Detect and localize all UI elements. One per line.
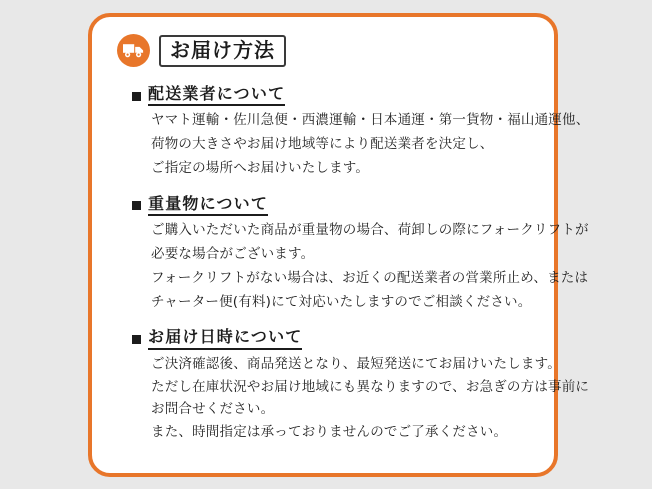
body-line: ただし在庫状況やお届け地域にも異なりますので、お急ぎの方は事前に	[151, 378, 590, 395]
body-line: 荷物の大きさやお届け地域等により配送業者を決定し、	[151, 136, 494, 153]
section-delivery-datetime-title: お届け日時について	[148, 327, 302, 349]
body-line: お問合せください。	[151, 401, 275, 418]
section-carrier-body	[151, 110, 590, 180]
body-line: ヤマト運輸・佐川急便・西濃運輸・日本通運・第一貨物・福山通運他、	[151, 112, 590, 129]
section-heavy-items-body	[151, 220, 589, 313]
body-line: ご決済確認後、商品発送となり、最短発送にてお届けいたします。	[151, 355, 561, 372]
page-title: お届け方法	[170, 37, 275, 62]
delivery-info-card	[88, 13, 590, 477]
body-line: 必要な場合がございます。	[151, 245, 315, 262]
section-delivery-datetime-heading	[132, 327, 532, 349]
section-delivery-datetime	[114, 327, 590, 443]
section-heavy-items	[114, 193, 589, 314]
filled-square-bullet-icon	[132, 92, 141, 101]
card-inner	[92, 17, 590, 473]
section-carrier-heading	[132, 84, 532, 106]
body-line: フォークリフトがない場合は、お近くの配送業者の営業所止め、または	[151, 269, 589, 286]
section-heavy-items-title: 重量物について	[148, 194, 268, 216]
body-line: ご指定の場所へお届けいたします。	[151, 159, 370, 176]
body-line: ご購入いただいた商品が重量物の場合、荷卸しの際にフォークリフトが	[151, 221, 589, 238]
filled-square-bullet-icon	[132, 335, 141, 344]
card-header	[117, 34, 532, 67]
section-delivery-datetime-body	[151, 354, 590, 444]
section-carrier-title: 配送業者について	[148, 84, 285, 106]
body-line: チャーター便(有料)にて対応いたしますのでご相談ください。	[151, 293, 532, 310]
section-heavy-items-heading	[132, 194, 532, 216]
page-title-box	[159, 35, 286, 67]
filled-square-bullet-icon	[132, 201, 141, 210]
delivery-truck-icon	[117, 34, 150, 67]
body-line: また、時間指定は承っておりませんのでご了承ください。	[151, 424, 508, 441]
section-carrier	[114, 84, 590, 180]
